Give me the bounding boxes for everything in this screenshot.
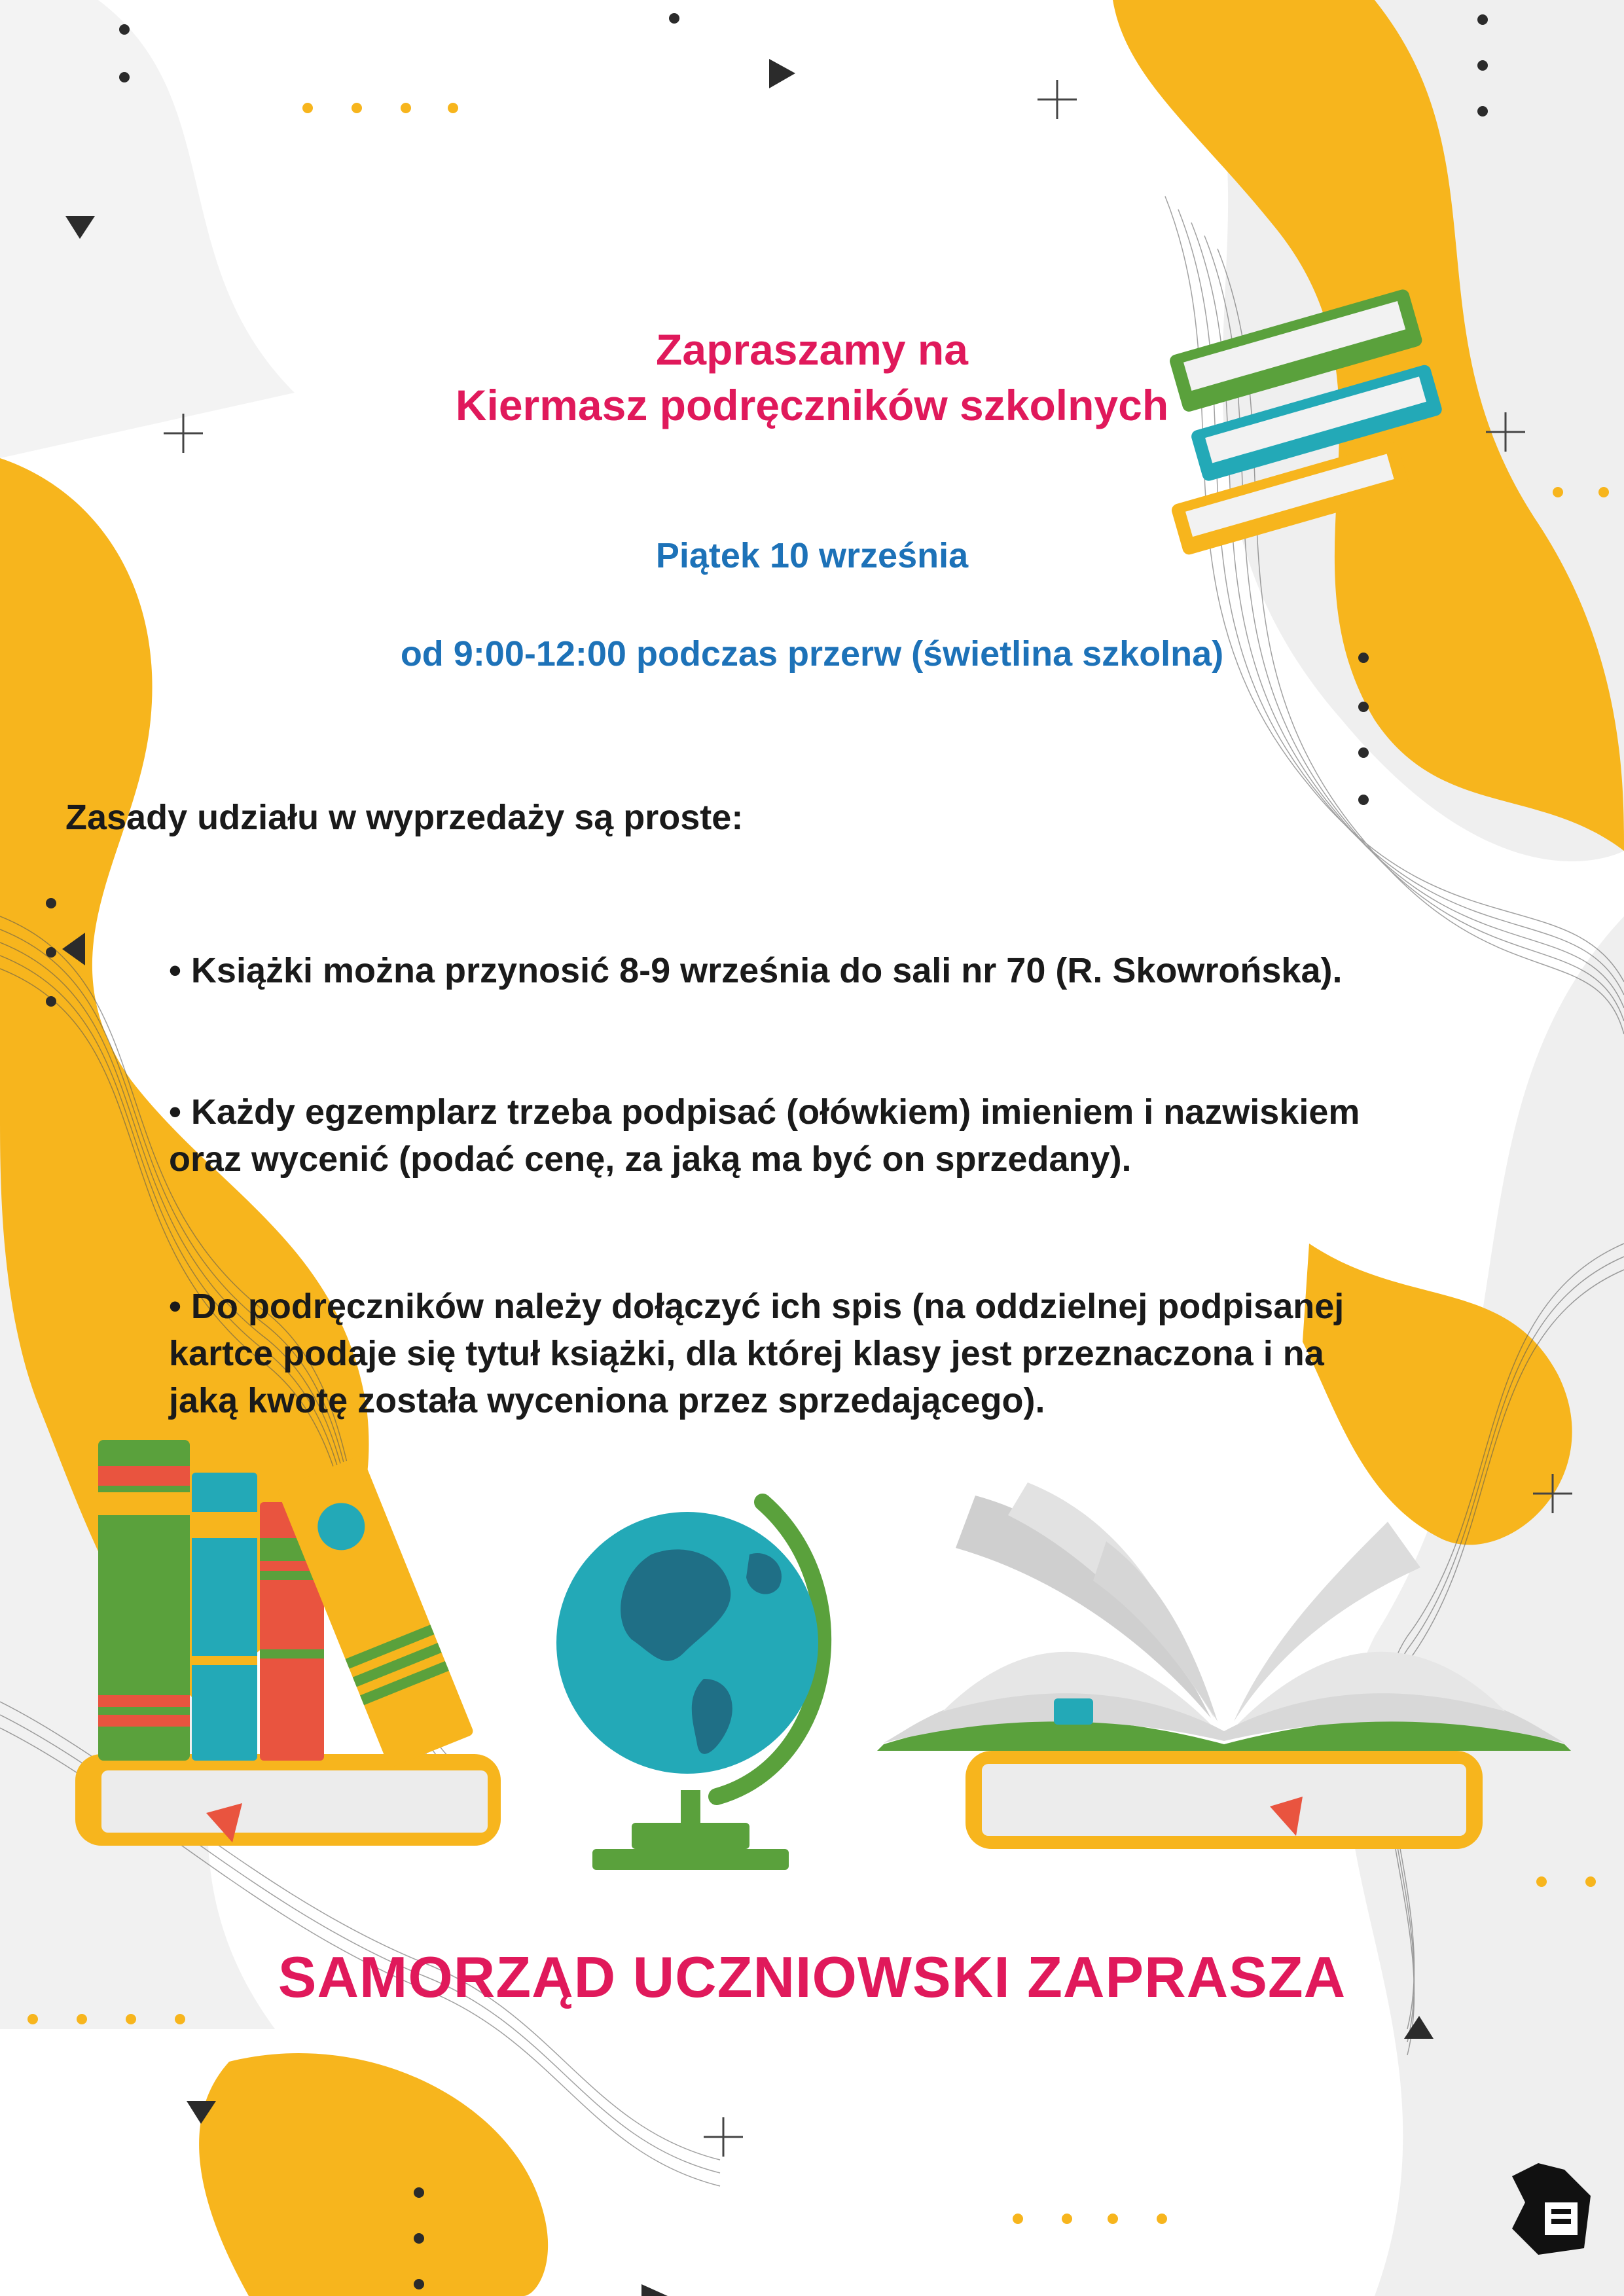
rule-line: oraz wycenić (podać cenę, za jaką ma być on sprzedany). — [169, 1139, 1132, 1179]
wolf-logo-icon — [1499, 2157, 1604, 2261]
rule-line: • Każdy egzemplarz trzeba podpisać (ołówkiem) imieniem i nazwiskiem — [169, 1092, 1360, 1132]
globe-icon — [553, 1482, 848, 1875]
open-book-icon — [877, 1469, 1578, 1862]
rule-item — [169, 1283, 1344, 1424]
rule-line: • Do podręczników należy dołączyć ich spis (na oddzielnej podpisanej — [169, 1287, 1344, 1326]
rule-line: jaką kwotę została wyceniona przez sprzedającego). — [169, 1381, 1045, 1420]
rule-item — [169, 1088, 1360, 1183]
event-day: Piątek 10 września — [655, 536, 969, 575]
rule-line: kartce podaje się tytuł książki, dla której klasy jest przeznaczona i na — [169, 1334, 1324, 1373]
rules-heading: Zasady udziału w wyprzedaży są proste: — [65, 798, 744, 837]
title-line-2: Kiermasz podręczników szkolnych — [455, 381, 1169, 429]
event-time: od 9:00-12:00 podczas przerw (świetlina szkolna) — [400, 634, 1224, 673]
title-line-1: Zapraszamy na — [656, 325, 968, 374]
footer-invitation: SAMORZĄD UCZNIOWSKI ZAPRASZA — [278, 1945, 1346, 2009]
rule-item — [169, 947, 1342, 994]
rule-line: • Książki można przynosić 8-9 września do sali nr 70 (R. Skowrońska). — [169, 951, 1343, 990]
book-stack-icon — [75, 1440, 507, 1865]
